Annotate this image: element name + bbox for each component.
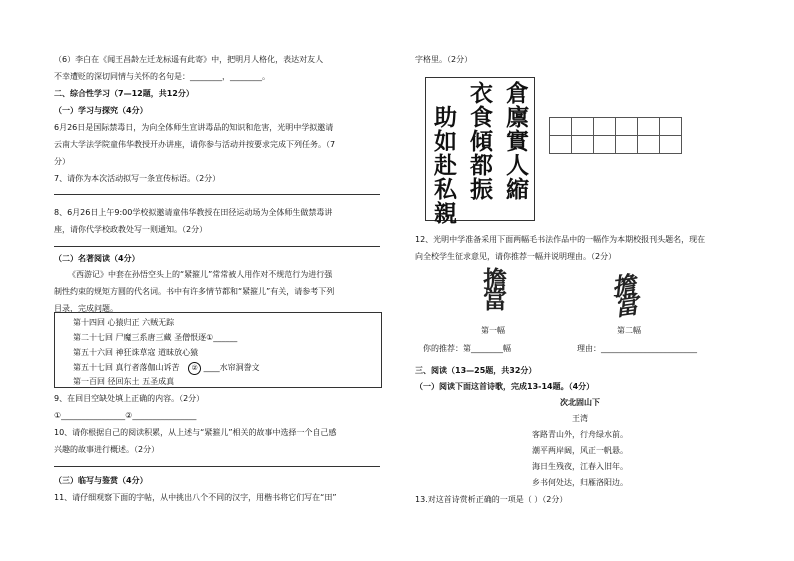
grid-cell[interactable]: [638, 136, 660, 154]
table-of-contents-box: [54, 312, 382, 388]
section-3-heading: 三、阅读（13—25题，共32分）: [415, 366, 537, 375]
question-9: 9、在回目空缺处填上正确的内容。（2分）: [54, 394, 205, 403]
grid-cell[interactable]: [594, 136, 616, 154]
tianzige-grid[interactable]: [549, 117, 682, 154]
poem-line: 潮平两岸阔，风正一帆悬。: [532, 446, 628, 455]
intro-line3: 分）: [54, 157, 70, 166]
subsection-1-heading: （一）学习与探究（4分）: [54, 106, 148, 115]
poem-line: 海日生残夜，江春入旧年。: [532, 462, 628, 471]
left-column: [54, 0, 384, 561]
figure-caption-2: 第二幅: [617, 326, 641, 335]
question-10-line1: 10、请你根据自己的阅读积累，从上述与“紧箍儿”相关的故事中选择一个自己感: [54, 428, 337, 437]
grid-cell[interactable]: [616, 118, 638, 136]
toc-item: [73, 361, 260, 375]
toc-item: 第五十六回 神狂诛草寇 道昧放心猿: [73, 348, 199, 357]
question-12-line2: 向全校学生征求意见，请你推荐一幅并说明理由。（2分）: [415, 252, 617, 261]
figure-caption-1: 第一幅: [481, 326, 505, 335]
grid-cell[interactable]: [572, 118, 594, 136]
reason-field[interactable]: 理由：________________________: [577, 344, 697, 353]
poem-author: 王湾: [572, 414, 588, 423]
classic-intro-line2: 制性约束的规矩方圆的代名词。书中有许多情节都和“紧箍儿”有关，请参考下列: [54, 287, 335, 296]
question-13: 13.对这首诗赏析正确的一项是（ ）（2分）: [415, 495, 568, 504]
question-11-continued: 字格里。（2分）: [415, 55, 473, 64]
question-6-line2: 不幸遭贬的深切同情与关怀的名句是：________，________。: [54, 72, 270, 81]
poem-title: 次北固山下: [560, 398, 600, 407]
toc-item-text: 第五十七回 真行者落伽山诉苦: [73, 363, 180, 372]
grid-cell[interactable]: [638, 118, 660, 136]
poem-intro: （一）阅读下面这首诗歌，完成13-14题。（4分）: [415, 382, 595, 391]
grid-cell[interactable]: [616, 136, 638, 154]
grid-cell[interactable]: [550, 136, 572, 154]
toc-item: 第十四回 心猿归正 六贼无踪: [73, 318, 175, 327]
calligraphy-copybook-image: [425, 77, 535, 227]
calligraphy-column: 衣食傾都振: [470, 80, 493, 203]
toc-item: 第二十七回 尸魔三系唐三藏 圣僧恨逐①______: [73, 333, 238, 342]
question-6-line1: （6）李白在《闻王昌龄左迁龙标遥有此寄》中，把明月人格化，表达对友人: [54, 55, 324, 64]
question-8-line2: 座，请你代学校政教处写一则通知。（2分）: [54, 225, 208, 234]
brush-work-one: 擔當: [483, 265, 507, 314]
recommend-field[interactable]: 你的推荐：第________幅: [423, 344, 511, 353]
section-2-heading: 二、综合性学习（7—12题，共12分）: [54, 89, 194, 98]
right-column: [415, 0, 745, 561]
subsection-3-heading: （三）临写与鉴赏（4分）: [54, 476, 148, 485]
question-11: 11、请仔细观察下面的字帖，从中挑出八个不同的汉字，用楷书将它们写在“田”: [54, 493, 337, 502]
subsection-2-heading: （二）名著阅读（4分）: [54, 254, 140, 263]
grid-cell[interactable]: [550, 118, 572, 136]
answer-line-8: [54, 246, 380, 247]
grid-cell[interactable]: [594, 118, 616, 136]
intro-line2: 云南大学法学院童伟华教授开办讲座，请你参与活动并按要求完成下列任务。（7: [54, 140, 336, 149]
answer-blank-9: ①________________②________________: [54, 411, 197, 420]
circled-number: ②: [188, 362, 201, 375]
toc-item: 第一百回 径回东土 五圣成真: [73, 377, 175, 386]
classic-intro-line3: 目录，完成问题。: [54, 304, 118, 313]
classic-intro-line1: 《西游记》中套在孙悟空头上的“紧箍儿”常常被人用作对不规范行为进行强: [68, 270, 333, 279]
answer-line-10: [54, 466, 380, 467]
grid-cell[interactable]: [660, 136, 682, 154]
poem-line: 客路青山外，行舟绿水前。: [532, 430, 628, 439]
grid-cell[interactable]: [660, 118, 682, 136]
calligraphy-column: 助如赴私親: [434, 104, 457, 227]
grid-cell[interactable]: [572, 136, 594, 154]
calligraphy-column: 倉廪實人縮: [506, 80, 529, 203]
question-12-line1: 12、光明中学准备采用下面两幅毛书法作品中的一幅作为本期校报刊头题名，现在: [415, 235, 706, 244]
question-8-line1: 8、6月26日上午9:00学校拟邀请童伟华教授在田径运动场为全体师生做禁毒讲: [54, 208, 333, 217]
intro-line1: 6月26日是国际禁毒日，为向全体师生宣讲毒品的知识和危害，光明中学拟邀请: [54, 123, 334, 132]
brush-work-two: 擔當: [609, 269, 641, 322]
toc-item-tail: ____水帘洞誊文: [203, 363, 260, 372]
question-10-line2: 兴趣的故事进行概述。（2分）: [54, 445, 160, 454]
poem-line: 乡书何处达，归雁洛阳边。: [532, 478, 628, 487]
answer-line-7: [54, 194, 380, 195]
question-7: 7、请你为本次活动拟写一条宣传标语。（2分）: [54, 174, 221, 183]
